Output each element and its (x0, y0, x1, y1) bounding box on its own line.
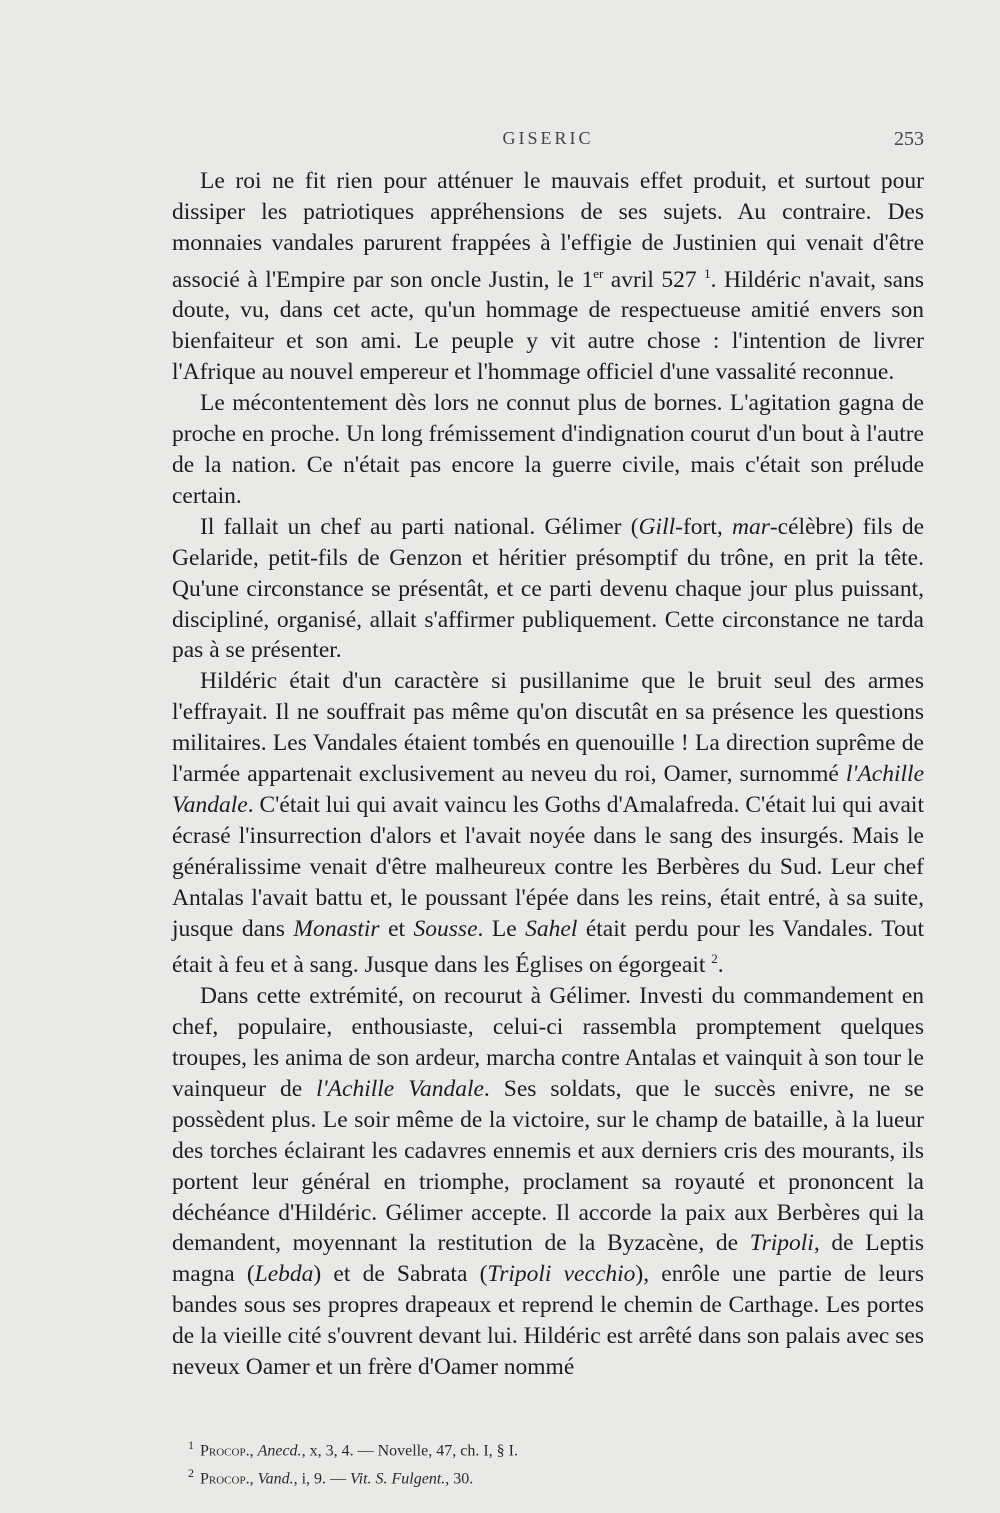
text-run: , (249, 1470, 258, 1488)
text-run: Le mécontentement dès lors ne connut plus de bornes. L'agitation gagna de proche en proche. Un long frémissement d'indignation courut d'un bout à l'autre de la nation. Ce n'était pas encore la guerre civile, mais c'était son prélude certain. (172, 390, 924, 509)
italic-run: Vand. (257, 1470, 294, 1488)
footnote (188, 1434, 908, 1462)
paragraph (172, 388, 924, 512)
body-text (172, 166, 924, 1383)
text-run: . C'était lui qui avait vaincu les Goths d'Amalafreda. C'était lui qui avait écrasé l'insurrection d'alors et l'avait noyée dans le sang des insurgés. Mais le généralissime venait d'être malheureux contre les Berbères du Sud. Leur chef Antalas l'avait battu et, le poussant l'épée dans les reins, était entré, à sa suite, jusque dans (172, 791, 924, 942)
italic-run: l'Achille Vandale (172, 761, 924, 818)
superscript-run: 2 (711, 951, 718, 967)
running-head (172, 128, 924, 156)
footnote (188, 1462, 908, 1490)
italic-run: Tripoli (749, 1230, 814, 1257)
text-run: -célèbre) fils de Gelaride, petit-fils de Genzon et héritier présomptif du trône, en prit la tête. Qu'une circonstance se présentât, et ce parti devenu chaque jour plus puissant, discipliné, organisé, allait s'affirmer publiquement. Cette circonstance ne tarda pas à se présenter. (172, 513, 925, 664)
paragraph (172, 512, 924, 667)
text-run: Dans cette extrémité, on recourut à Gélimer. Investi du commandement en chef, populaire, enthousiaste, celui-ci rassembla promptement quelques troupes, les anima de son ardeur, marcha contre Antalas et vainquit à son tour le vainqueur de (172, 983, 924, 1102)
small-caps-run: Procop. (200, 1470, 250, 1488)
italic-run: mar (731, 513, 770, 540)
italic-run: Gill (638, 513, 676, 540)
text-run: ), enrôle une partie de leurs bandes sous ses propres drapeaux et reprend le chemin de Carthage. Les portes de la vieille cité s'ouvrent devant lui. Hildéric est arrêté dans son palais avec ses neveux Oamer et un frère d'Oamer nommé (172, 1261, 925, 1381)
italic-run: Lebda (254, 1261, 314, 1288)
italic-run: Sousse (413, 915, 478, 942)
footnote-number: 1 (188, 1438, 194, 1452)
superscript-run: er (593, 265, 604, 281)
italic-run: Sahel (525, 915, 578, 942)
small-caps-run: Procop. (200, 1442, 250, 1460)
paragraph (172, 981, 924, 1383)
footnote-text (200, 1442, 518, 1459)
text-run: , i, 9. — (293, 1470, 351, 1488)
text-run: Le roi ne fit rien pour atténuer le mauvais effet produit, et surtout pour dissiper les patriotiques appréhensions de ses sujets. Au contraire. Des monnaies vandales parurent frappées à l'effigie de Justinien qui venait d'être associé à l'Empire par son oncle Justin, le 1 (172, 168, 924, 293)
italic-run: l'Achille Vandale (316, 1075, 484, 1102)
text-run: . Le (477, 915, 526, 942)
text-run: . (717, 952, 724, 979)
footnote-text (200, 1471, 473, 1488)
text-run: et (379, 915, 414, 942)
superscript-run: 1 (704, 265, 711, 281)
text-run: était perdu pour les Vandales. Tout était à feu et à sang. Jusque dans les Églises on égorgeait (172, 915, 924, 979)
footnotes (188, 1434, 908, 1491)
italic-run: Vit. S. Fulgent. (350, 1470, 446, 1488)
text-run: . Hildéric n'avait, sans doute, vu, dans cet acte, qu'un hommage de respectueuse amitié envers son bienfaiteur et son ami. Le peuple y vit autre chose : l'intention de livrer l'Afrique au nouvel empereur et l'hommage officiel d'une vassalité reconnue. (172, 266, 924, 386)
page-number: 253 (894, 128, 924, 150)
text-run: Il fallait un chef au parti national. Gélimer ( (200, 513, 639, 540)
paragraph (172, 666, 924, 981)
running-title: GISERIC (502, 128, 594, 148)
text-run: -fort, (675, 513, 732, 540)
text-run: , x, 3, 4. — Novelle, 47, ch. I, § I. (301, 1442, 518, 1460)
paragraph (172, 166, 924, 388)
italic-run: Anecd. (257, 1442, 302, 1460)
text-run: , 30. (445, 1470, 474, 1488)
text-run: ) et de Sabrata ( (313, 1261, 488, 1288)
italic-run: Tripoli vecchio (487, 1261, 636, 1288)
text-run: , de Leptis magna ( (172, 1230, 925, 1288)
text-run: , (249, 1442, 258, 1460)
italic-run: Monastir (293, 915, 380, 942)
text-run: . Ses soldats, que le succès enivre, ne se possèdent plus. Le soir même de la victoire, sur le champ de bataille, à la lueur des torches éclairant les cadavres ennemis et aux derniers cris des mourants, ils portent leur général en triomphe, proclament sa royauté et prononcent la déchéance d'Hildéric. Gélimer accepte. Il accorde la paix aux Berbères qui la demandent, moyennant la restitution de la Byzacène, de (172, 1075, 924, 1257)
text-run: avril 527 (603, 266, 705, 293)
footnote-number: 2 (188, 1466, 194, 1481)
text-run: Hildéric était d'un caractère si pusillanime que le bruit seul des armes l'effrayait. Il ne souffrait pas même qu'on discutât en sa présence les questions militaires. Les Vandales étaient tombés en quenouille ! La direction suprême de l'armée appartenait exclusivement au neveu du roi, Oamer, surnommé (172, 668, 924, 788)
